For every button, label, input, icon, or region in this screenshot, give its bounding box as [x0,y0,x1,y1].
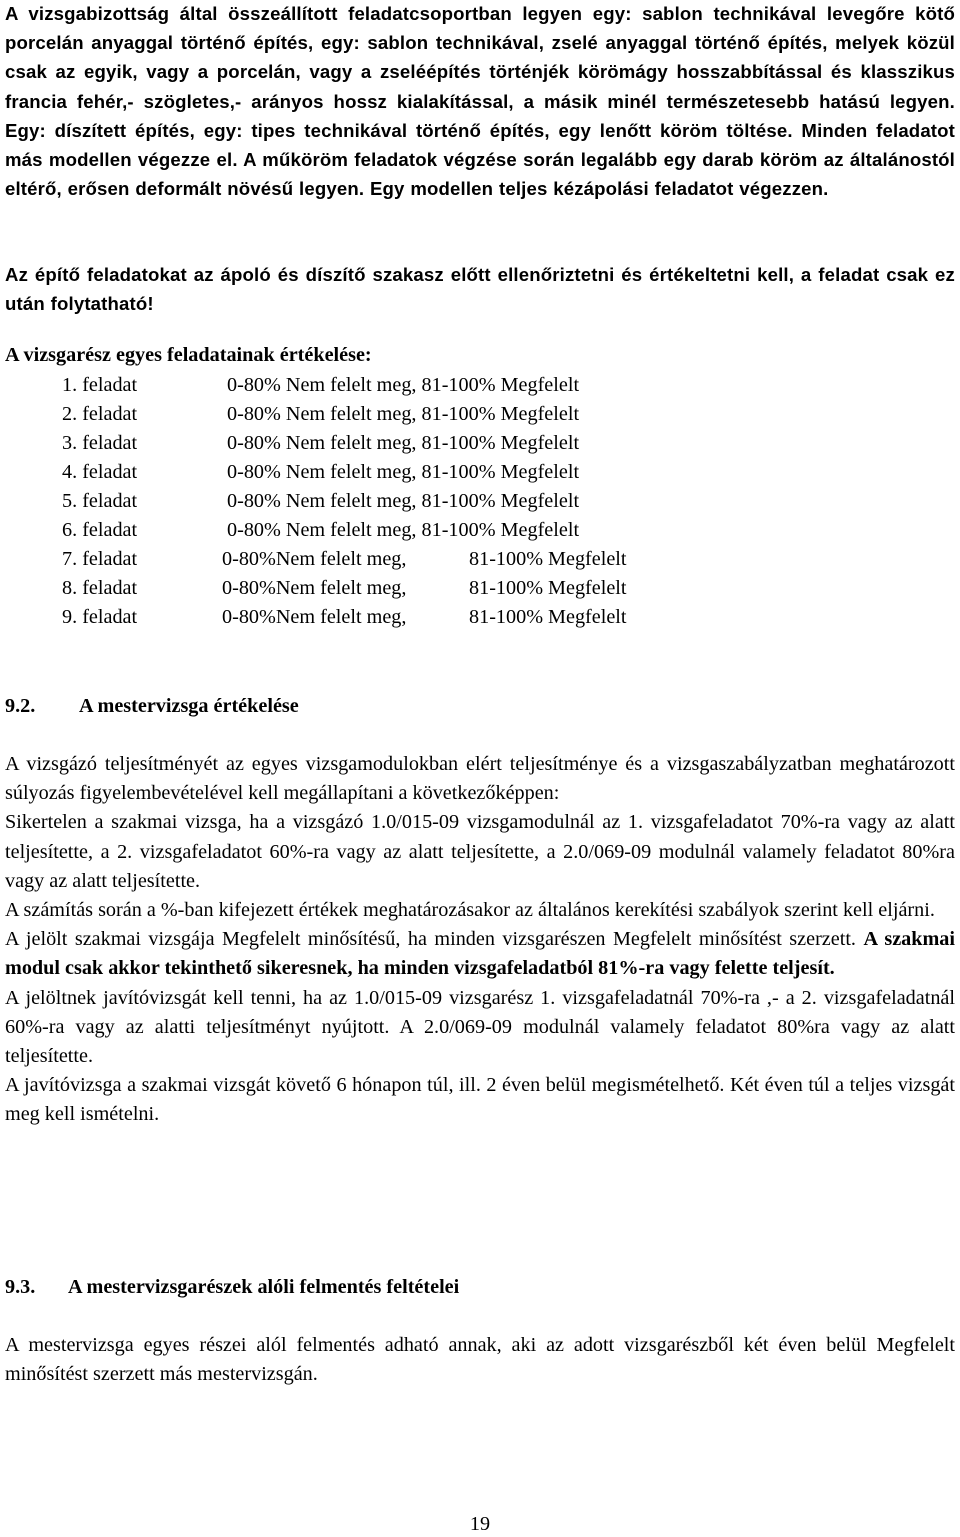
section-9-2-body [5,750,955,1130]
task-label: 4. feladat [62,461,138,483]
intro-note-paragraph: Az építő feladatokat az ápoló és díszítő szakasz előtt ellenőriztetni és értékeltetni kell, a feladat csak ez után folytatható! [5,264,955,315]
task-rating-pass: 81-100% Megfelelt [469,577,627,599]
section-title: A mestervizsgarészek alóli felmentés feltételei [68,1276,460,1298]
task-label: 9. feladat [62,606,138,628]
section-9-3-body [5,1331,955,1389]
page-number: 19 [469,1513,491,1535]
paragraph: A számítás során a %-ban kifejezett értékek meghatározásakor az általános kerekítési szabályok szerint kell eljárni. [5,899,935,922]
task-rating: 0-80% Nem felelt meg, 81-100% Megfelelt [227,432,580,454]
paragraph-emphasis: A szakmai modul csak akkor tekinthető sikeresnek, ha minden vizsgafeladatból 81%-ra vagy felette teljesít. [5,928,955,980]
paragraph: A javítóvizsga a szakmai vizsgát követő 6 hónapon túl, ill. 2 éven belül megismételhető. Két éven túl a teljes vizsgát meg kell ismételni. [5,1074,955,1126]
section-heading-9-3 [5,1273,460,1302]
section-title: A mestervizsga értékelése [79,695,299,717]
task-rating: 0-80%Nem felelt meg, [222,606,407,628]
task-rating: 0-80%Nem felelt meg, [222,577,407,599]
task-rating: 0-80% Nem felelt meg, 81-100% Megfelelt [227,403,580,425]
paragraph-text: A jelölt szakmai vizsgája Megfelelt minősítésű, ha minden vizsgarészen Megfelelt minősítést szerzett. [5,928,856,951]
task-rating-pass: 81-100% Megfelelt [469,548,627,570]
section-number: 9.3. [5,1276,36,1298]
task-rating: 0-80% Nem felelt meg, 81-100% Megfelelt [227,519,580,541]
task-rating-pass: 81-100% Megfelelt [469,606,627,628]
task-rating: 0-80% Nem felelt meg, 81-100% Megfelelt [227,374,580,396]
intro-paragraph: A vizsgabizottság által összeállított feladatcsoportban legyen egy: sablon technikával levegőre kötő porcelán anyaggal történő építés, egy: sablon technikával, zselé anyaggal történő építés, melyek közül csak az egyik, vagy a porcelán, vagy a zseléépítés történjék körömágy hosszabbítással és klasszikus francia fehér,- szögletes,- arányos hossz kialakítással, a másik minél természetesebb hatású legyen. Egy: díszített építés, egy: tipes technikával történő építés, egy lenőtt köröm töltése. Minden feladatot más modellen végezze el. A műköröm feladatok végzése során legalább egy darab köröm az általánostól eltérő, erősen deformált növésű legyen. Egy modellen teljes kézápolási feladatot végezzen. [5,3,955,200]
task-label: 1. feladat [62,374,138,396]
task-rating: 0-80%Nem felelt meg, [222,548,407,570]
task-label: 3. feladat [62,432,138,454]
paragraph: A vizsgázó teljesítményét az egyes vizsgamodulokban elért teljesítménye és a vizsgaszabályzatban meghatározott súlyozás figyelembevételével kell megállapítani a következőképpen: [5,753,955,805]
task-label: 5. feladat [62,490,138,512]
paragraph: A mestervizsga egyes részei alól felmentés adható annak, aki az adott vizsgarészből két éven belül Megfelelt minősítést szerzett más mestervizsgán. [5,1334,955,1386]
section-heading-9-2 [5,692,299,721]
paragraph: A jelöltnek javítóvizsgát kell tenni, ha az 1.0/015-09 vizsgarész 1. vizsgafeladatnál 70%-ra ,- a 2. vizsgafeladatnál 60%-ra vagy az alatti teljesítményt nyújtott. A 2.0/069-09 modulnál valamely feladatot 80%ra vagy az alatt teljesítette. [5,986,955,1068]
section-number: 9.2. [5,695,36,717]
evaluation-title: A vizsgarész egyes feladatainak értékelése: [5,344,372,366]
task-label: 2. feladat [62,403,138,425]
paragraph: Sikertelen a szakmai vizsga, ha a vizsgázó 1.0/015-09 vizsgamodulnál az 1. vizsgafeladatot 70%-ra vagy az alatt teljesítette, a 2. vizsgafeladatot 60%-ra vagy az alatt teljesítette, a 2.0/069-09 modulnál valamely feladatot 80%ra vagy az alatt teljesítette. [5,811,955,892]
task-label: 8. feladat [62,577,138,599]
task-label: 6. feladat [62,519,138,541]
paragraph [5,925,955,983]
task-rating: 0-80% Nem felelt meg, 81-100% Megfelelt [227,461,580,483]
task-label: 7. feladat [62,548,138,570]
task-rating: 0-80% Nem felelt meg, 81-100% Megfelelt [227,490,580,512]
